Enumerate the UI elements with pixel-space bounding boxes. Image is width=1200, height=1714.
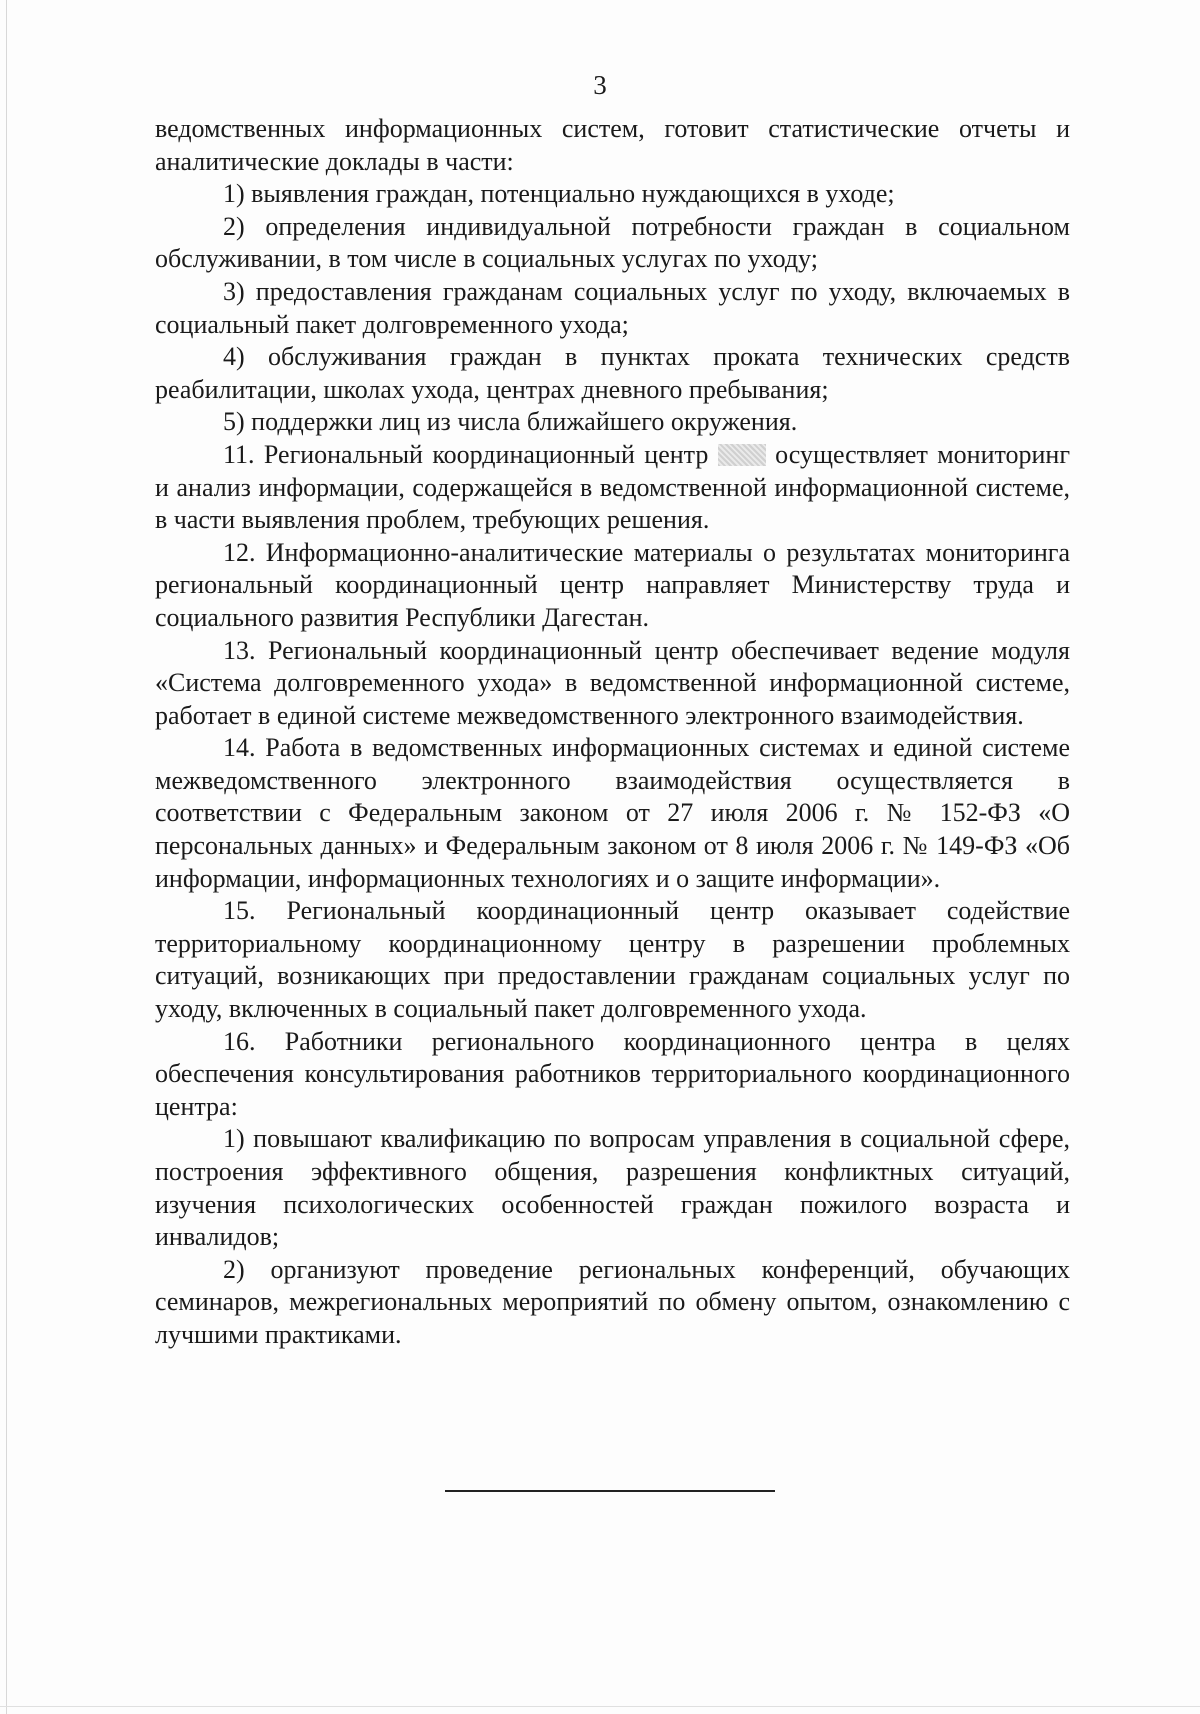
paragraph-11 xyxy=(155,439,1070,537)
redaction-mark xyxy=(718,444,766,466)
list-item: 1) повышают квалификацию по вопросам управления в социальной сфере, построения эффективного общения, разрешения конфликтных ситуаций, изучения психологических особенностей граждан пожилого возраста и инвалидов; xyxy=(155,1124,1070,1252)
list-item: 4) обслуживания граждан в пунктах проката технических средств реабилитации, школах ухода, центрах дневного пребывания; xyxy=(155,342,1070,404)
list-item: 5) поддержки лиц из числа ближайшего окружения. xyxy=(223,407,798,437)
list-item: 2) организуют проведение региональных конференций, обучающих семинаров, межрегиональных мероприятий по обмену опытом, ознакомлению с лучшими практиками. xyxy=(155,1254,1070,1349)
scan-edge-line xyxy=(6,0,7,1714)
list-item: 3) предоставления гражданам социальных услуг по уходу, включаемых в социальный пакет долговременного ухода; xyxy=(155,276,1070,339)
paragraph-15: 15. Региональный координационный центр оказывает содействие территориальному координационному центру в разрешении проблемных ситуаций, возникающих при предоставлении гражданам социальных услуг по уходу, включенных в социальный пакет долговременного ухода. xyxy=(155,896,1070,1024)
paragraph-14: 14. Работа в ведомственных информационных системах и единой системе межведомственного электронного взаимодействия осуществляется в соответствии с Федеральным законом от 27 июля 2006 г. № 152-ФЗ «О персональных данных» и Федеральным законом от 8 июля 2006 г. № 149-ФЗ «Об информации, информационных технологиях и о защите информации». xyxy=(155,733,1070,893)
paragraph-11-start: 11. Региональный координационный центр xyxy=(223,439,709,469)
paragraph-13: 13. Региональный координационный центр обеспечивает ведение модуля «Система долговременного ухода» в ведомственной информационной системе, работает в единой системе межведомственного электронного взаимодействия. xyxy=(155,635,1070,730)
paragraph-12: 12. Информационно-аналитические материалы о результатах мониторинга региональный координационный центр направляет Министерству труда и социального развития Республики Дагестан. xyxy=(155,537,1070,632)
paragraph-11-end: осуществляет мониторинг и анализ информации, содержащейся в ведомственной информационной системе, в части выявления проблем, требующих решения. xyxy=(155,439,1070,535)
paragraph-16: 16. Работники регионального координационного центра в целях обеспечения консультирования работников территориального координационного центра: xyxy=(155,1026,1070,1121)
scan-edge-line xyxy=(0,1706,1200,1707)
page-number: 3 xyxy=(593,70,607,100)
list-item: 2) определения индивидуальной потребности граждан в социальном обслуживании, в том числе в социальных услугах по уходу; xyxy=(155,211,1070,274)
list-item: 1) выявления граждан, потенциально нуждающихся в уходе; xyxy=(223,179,895,209)
end-of-document-rule xyxy=(445,1490,775,1492)
paragraph: ведомственных информационных систем, готовит статистические отчеты и аналитические доклады в части: xyxy=(155,114,1070,176)
document-body xyxy=(155,113,1070,1352)
